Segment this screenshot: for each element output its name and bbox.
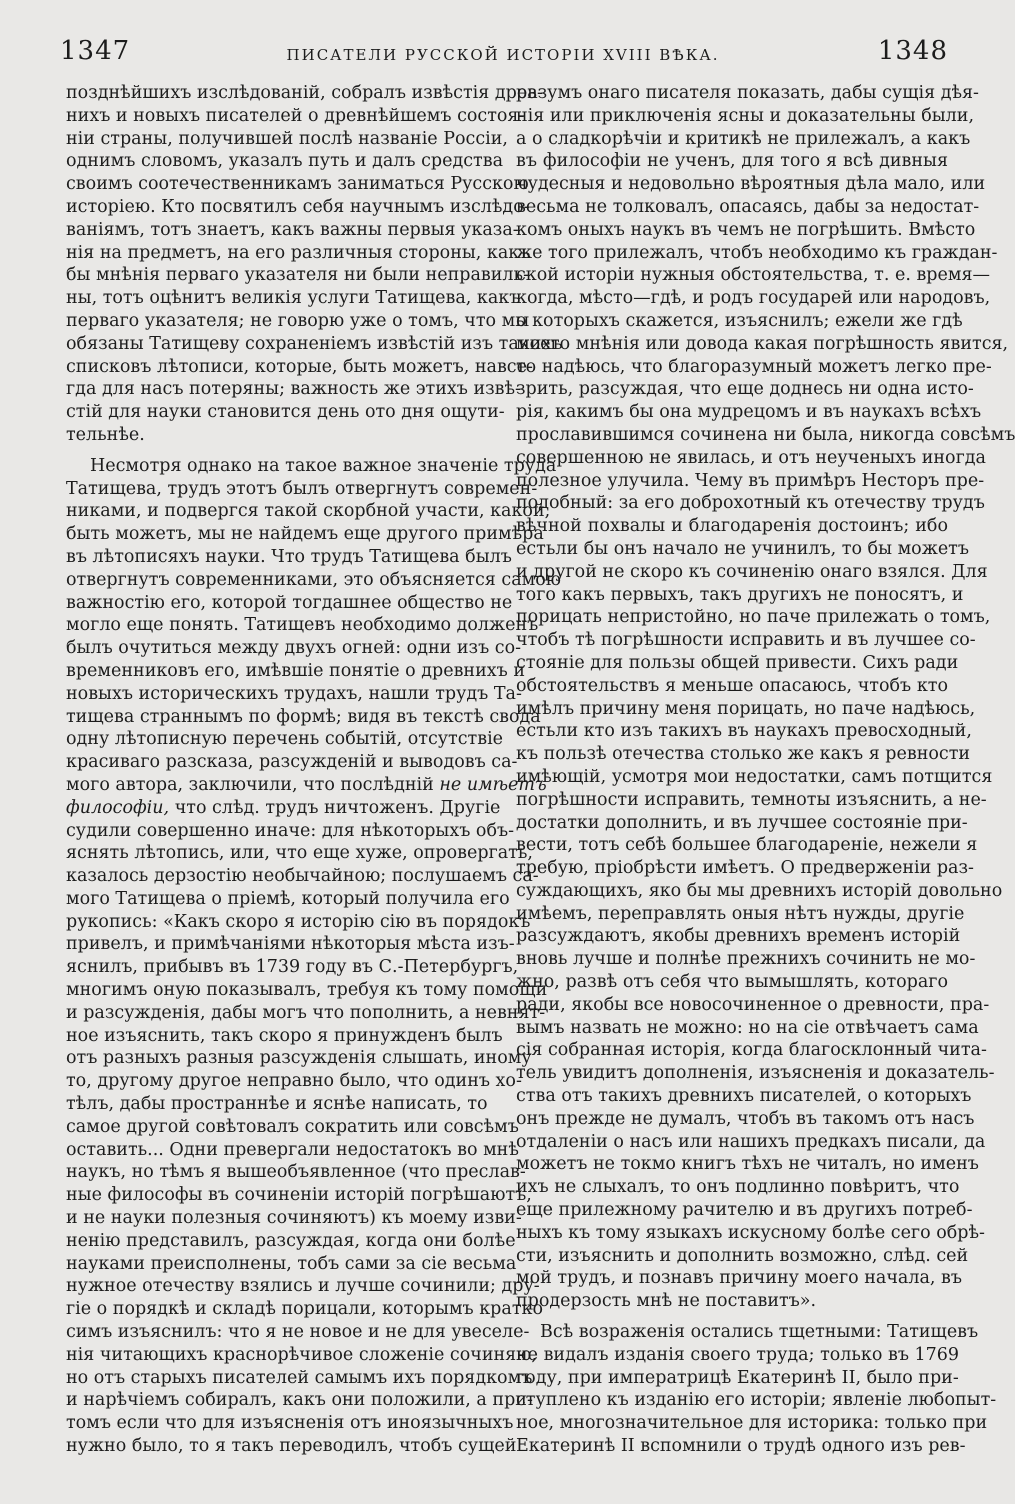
text-line: достатки дополнить, и въ лучшее состояніе при-	[516, 812, 968, 833]
text-line: никами, и подвергся такой скорбной участи, какой,	[66, 501, 551, 522]
text-line: отдаленіи о насъ или нашихъ предкахъ писали, да	[516, 1131, 986, 1152]
text-line: ства отъ такихъ древнихъ писателей, о которыхъ	[516, 1086, 972, 1107]
text-line: Татищева, трудъ этотъ былъ отвергнутъ современ-	[66, 478, 538, 499]
text-line: рія, какимъ бы она мудрецомъ и въ наукахъ всѣхъ	[516, 402, 982, 423]
text-line: Всѣ возраженія остались тщетными: Татищевъ	[540, 1322, 979, 1343]
text-line: обстоятельствъ я меньше опасаюсь, чтобъ кто	[516, 675, 948, 696]
text-line: нужное отечеству взялись и лучше сочинили; дру-	[66, 1276, 540, 1297]
text-line: имѣлъ причину меня порицать, но паче надѣюсь,	[516, 698, 976, 719]
text-line: то, другому другое неправно было, что одинъ хо-	[66, 1071, 522, 1092]
text-line: чудесныя и недовольно вѣроятныя дѣла мало, или	[516, 174, 986, 195]
text-line: позднѣйшихъ изслѣдованій, собралъ извѣстія древ-	[66, 83, 543, 103]
running-header	[58, 36, 948, 66]
text-line: въ лѣтописяхъ науки. Что трудъ Татищева былъ	[66, 546, 512, 567]
text-line: ступлено къ изданію его исторіи; явленіе любопыт-	[516, 1390, 997, 1411]
text-line: самое другой совѣтовалъ сократить или совсѣмъ	[66, 1116, 519, 1137]
text-line: судили совершенно иначе: для нѣкоторыхъ объ-	[66, 820, 515, 841]
text-line: ихъ не слыхалъ, то онъ подлинно повѣритъ, что	[516, 1177, 960, 1198]
paragraph-gap	[66, 447, 481, 455]
text-line: быть можетъ, мы не найдемъ еще другого примѣра	[66, 524, 544, 545]
text-line: стій для науки становится день ото дня ощути-	[66, 402, 505, 423]
text-line: привелъ, и примѣчаніями нѣкоторыя мѣста изъ-	[66, 934, 515, 955]
text-line: году, при императрицѣ Екатеринѣ II, было при-	[516, 1367, 959, 1388]
text-line: же того прилежалъ, чтобъ необходимо къ граждан-	[516, 242, 998, 263]
text-line: еще прилежному рачителю и въ другихъ потреб-	[516, 1200, 973, 1221]
text-line: и нарѣчіемъ собиралъ, какъ они положили, а при-	[66, 1390, 533, 1411]
text-line: гіе о порядкѣ и складѣ порицали, которымъ кратко	[66, 1299, 543, 1320]
text-line: естьли бы онъ начало не учинилъ, то бы можетъ	[516, 538, 969, 559]
text-line: жно, развѣ отъ себя что вымышлять, котораго	[516, 972, 948, 993]
text-line: Несмотря однако на такое важное значеніе труда	[90, 455, 557, 476]
text-line: имѣющій, усмотря мои недостатки, самъ потщится	[516, 766, 993, 787]
text-line: зрить, разсуждая, что еще доднесь ни одна исто-	[516, 379, 974, 400]
text-line: перваго указателя; не говорю уже о томъ, что мы	[66, 310, 530, 331]
text-line: нія читающихъ краснорѣчивое сложеніе сочиняю,	[66, 1344, 537, 1365]
text-line: ваніямъ, тотъ знаетъ, какъ важны первыя указа-	[66, 219, 519, 240]
text-line: нужно было, то я такъ переводилъ, чтобъ сущей	[66, 1436, 517, 1457]
text-line: въ философіи не ученъ, для того я всѣ дивныя	[516, 151, 948, 172]
text-line: продерзость мнѣ не поставитъ».	[516, 1291, 817, 1312]
text-line: новыхъ историческихъ трудахъ, нашли трудъ Та-	[66, 683, 522, 704]
text-line: отъ разныхъ разныя разсужденія слышать, иному	[66, 1048, 532, 1069]
text-line: можетъ не токмо книгъ тѣхъ не читалъ, но именъ	[516, 1154, 979, 1175]
text-line: моего мнѣнія или довода какая погрѣшность явится,	[516, 333, 1009, 354]
text-line: комъ оныхъ наукъ въ чемъ не погрѣшить. Вмѣсто	[516, 219, 976, 240]
running-title: ПИСАТЕЛИ РУССКОЙ ИСТОРІИ XVIII ВѢКА.	[286, 46, 720, 64]
text-line: тель увидитъ дополненія, изъясненія и доказатель-	[516, 1063, 995, 1084]
text-line: красиваго разсказа, разсужденій и выводовъ са-	[66, 752, 518, 773]
page-number-left: 1347	[60, 36, 131, 66]
text-line: ное, многозначительное для историка: только при	[516, 1413, 988, 1434]
text-line: былъ очутиться между двухъ огней: одни изъ со-	[66, 638, 522, 659]
text-line: естьли кто изъ такихъ въ наукахъ превосходный,	[516, 721, 972, 742]
text-line: ніи страны, получившей послѣ названіе Россіи,	[66, 128, 508, 149]
text-line: разсуждаютъ, якобы древнихъ временъ исторій	[516, 926, 961, 947]
text-line: сти, изъяснить и дополнить возможно, слѣд. сей	[516, 1245, 969, 1266]
text-line: и не науки полезныя сочиняютъ) къ моему изви-	[66, 1208, 522, 1229]
text-line: нія на предметъ, на его различныя стороны, какъ	[66, 242, 531, 263]
text-line: исторіею. Кто посвятилъ себя научнымъ изслѣдо-	[66, 196, 530, 217]
text-line: могло еще понять. Татищевъ необходимо долженъ	[66, 615, 539, 636]
text-line: того какъ первыхъ, такъ другихъ не поносятъ, и	[516, 584, 964, 605]
text-line: нихъ и новыхъ писателей о древнѣйшемъ состоя-	[66, 105, 525, 126]
text-line: ненію представилъ, разсуждая, когда они болѣе	[66, 1230, 516, 1251]
text-line: однимъ словомъ, указалъ путь и далъ средства	[66, 151, 504, 172]
text-line: ны, тотъ оцѣнитъ великія услуги Татищева, какъ	[66, 288, 521, 309]
text-line: разумъ онаго писателя показать, дабы сущія дѣя-	[516, 83, 979, 103]
text-line: отвергнутъ современниками, это объясняется самою	[66, 569, 562, 590]
text-line: яснять лѣтопись, или, что еще хуже, опровергать,	[66, 843, 533, 864]
text-line: и другой не скоро къ сочиненію онаго взялся. Для	[516, 561, 988, 582]
text-line: томъ если что для изъясненія отъ иноязычныхъ	[66, 1413, 514, 1434]
text-line: нія или приключенія ясны и доказательны были,	[516, 105, 975, 126]
text-line: ное изъяснить, такъ скоро я принужденъ былъ	[66, 1025, 503, 1046]
text-line: полезное улучила. Чему въ примѣръ Несторъ пре-	[516, 470, 985, 491]
text-line: подобный: за его доброхотный къ отечеству трудъ	[516, 493, 985, 514]
text-line: совершенною не явилась, и отъ неученыхъ иногда	[516, 447, 986, 468]
text-line: бы мнѣнія перваго указателя ни были неправиль-	[66, 265, 529, 286]
text-line: ныхъ къ тому языкахъ искусному болѣе сего обрѣ-	[516, 1222, 985, 1243]
text-line: рукопись: «Какъ скоро я исторію сію въ порядокъ	[66, 911, 531, 932]
text-line: одну лѣтописную перечень событій, отсутствіе	[66, 729, 504, 750]
text-line: онъ прежде не думалъ, чтобъ въ такомъ отъ насъ	[516, 1108, 975, 1129]
text-line: философіи, что слѣд. трудъ ничтоженъ. Другіе	[66, 797, 501, 818]
text-line: а о сладкорѣчіи и критикѣ не прилежалъ, а какъ	[516, 128, 971, 149]
text-line: списковъ лѣтописи, которые, быть можетъ, навсе-	[66, 356, 533, 377]
text-line: обязаны Татищеву сохраненіемъ извѣстій изъ такихъ	[66, 333, 563, 354]
text-line: тельнѣе.	[66, 424, 145, 445]
text-line: мой трудъ, и познавъ причину моего начала, въ	[516, 1268, 963, 1289]
text-line: не видалъ изданія своего труда; только въ 1769	[516, 1344, 960, 1365]
text-line: многимъ оную показывалъ, требуя къ тому помощи	[66, 980, 548, 1001]
text-line: прославившимся сочинена ни была, никогда совсѣмъ	[516, 424, 1015, 445]
text-line: о которыхъ скажется, изъяснилъ; ежели же гдѣ	[516, 310, 963, 331]
text-line: то надѣюсь, что благоразумный можетъ легко пре-	[516, 356, 992, 377]
paragraph-gap	[516, 1313, 948, 1321]
text-line: ные философы въ сочиненіи исторій погрѣшаютъ,	[66, 1185, 532, 1206]
text-line: вымъ назвать не можно: но на сіе отвѣчаетъ сама	[516, 1017, 979, 1038]
text-line: къ пользѣ отечества столько же какъ я ревности	[516, 744, 971, 765]
text-line: но отъ старыхъ писателей самымъ ихъ порядкомъ	[66, 1367, 533, 1388]
text-line: чтобъ тѣ погрѣшности исправить и въ лучшее со-	[516, 630, 976, 651]
text-line: яснилъ, прибывъ въ 1739 году въ С.-Петербургъ,	[66, 957, 519, 978]
text-line: весьма не толковалъ, опасаясь, дабы за недостат-	[516, 196, 980, 217]
text-line: казалось дерзостію необычайною; послушаемъ са-	[66, 866, 539, 887]
text-line: требую, пріобрѣсти имѣетъ. О предверженіи раз-	[516, 858, 974, 879]
text-line: тищева страннымъ по формѣ; видя въ текстѣ свода	[66, 706, 541, 727]
text-line: мого Татищева о пріемѣ, который получила его	[66, 888, 510, 909]
text-line: вѣчной похвалы и благодаренія достоинъ; ибо	[516, 516, 948, 537]
right-column	[516, 82, 1015, 1458]
text-line: гда для насъ потеряны; важность же этихъ извѣ-	[66, 379, 521, 400]
text-line: симъ изъяснилъ: что я не новое и не для увеселе-	[66, 1322, 530, 1343]
text-line: вновь лучше и полнѣе прежнихъ сочинить не мо-	[516, 949, 976, 970]
text-line: своимъ соотечественникамъ заниматься Русскою	[66, 174, 529, 195]
text-line: важностію его, которой тогдашнее общество не	[66, 592, 513, 613]
text-line: имѣемъ, переправлять оныя нѣтъ нужды, другіе	[516, 903, 965, 924]
text-line: оставить... Одни превергали недостатокъ во мнѣ	[66, 1139, 519, 1160]
text-line: наукъ, но тѣмъ я вышеобъявленное (что преслав-	[66, 1162, 526, 1183]
page-number-right: 1348	[877, 36, 948, 66]
text-line: сія собранная исторія, когда благосклонный чита-	[516, 1040, 987, 1061]
text-line: тѣлъ, дабы пространнѣе и яснѣе написать, то	[66, 1094, 488, 1115]
text-line: временниковъ его, имѣвшіе понятіе о древнихъ и	[66, 660, 525, 681]
text-line: ради, якобы все новосочиненное о древности, пра-	[516, 994, 990, 1015]
text-line: порицать непристойно, но паче прилежать о томъ,	[516, 607, 991, 628]
text-line: суждающихъ, яко бы мы древнихъ исторій довольно	[516, 880, 1003, 901]
text-line: стояніе для пользы общей привести. Сихъ ради	[516, 652, 959, 673]
text-line: Екатеринѣ II вспомнили о трудѣ одного изъ рев-	[516, 1436, 966, 1457]
text-line: ской исторіи нужныя обстоятельства, т. е. время—	[516, 265, 991, 286]
left-column	[66, 82, 563, 1458]
text-line: мого автора, заключили, что послѣдній не имѣетъ	[66, 774, 547, 795]
text-line: когда, мѣсто—гдѣ, и родъ государей или народовъ,	[516, 288, 991, 309]
text-line: и разсужденія, дабы могъ что пополнить, а невнят-	[66, 1002, 546, 1023]
text-line: вести, тотъ себѣ большее благодареніе, нежели я	[516, 835, 978, 856]
text-line: науками преисполнены, тобъ сами за сіе весьма	[66, 1253, 517, 1274]
text-line: погрѣшности исправить, темноты изъяснить, а не-	[516, 789, 987, 810]
